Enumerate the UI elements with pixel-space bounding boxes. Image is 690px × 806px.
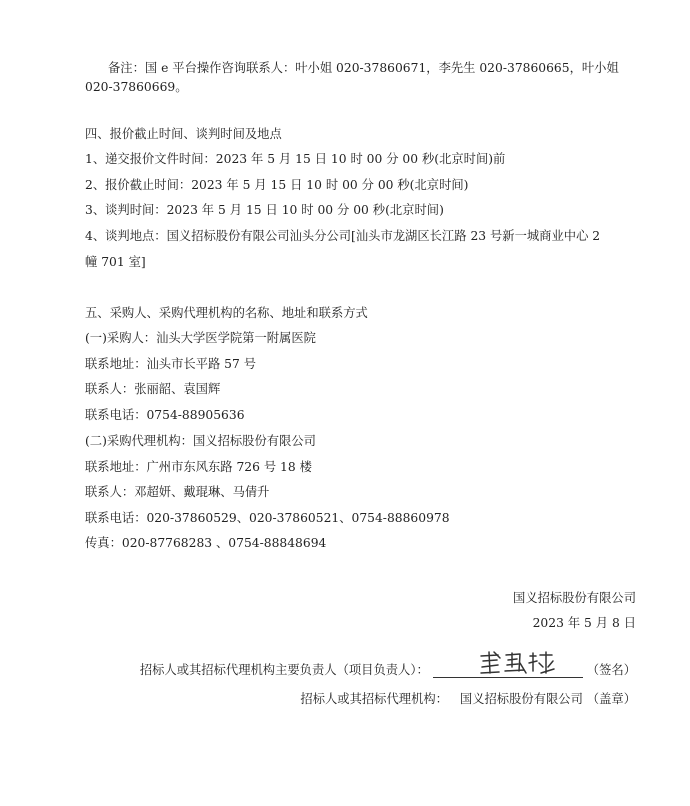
note-line-1: 备注：国 e 平台操作咨询联系人：叶小姐 020-37860671，李先生 020-37860665，叶小姐 <box>108 61 619 75</box>
purchaser-contact: 联系人：张丽韶、袁国辉 <box>85 382 221 396</box>
section4-item-4: 4、谈判地点：国义招标股份有限公司汕头分公司[汕头市龙湖区长江路 23 号新一城商业中心 2 <box>85 229 601 243</box>
seal-suffix: （盖章） <box>586 692 636 706</box>
agency-phone: 联系电话：020-37860529、020-37860521、0754-88860978 <box>85 511 450 525</box>
section4-item-1: 1、递交报价文件时间：2023 年 5 月 15 日 10 时 00 分 00 秒(北京时间)前 <box>85 152 506 166</box>
purchaser-phone: 联系电话：0754-88905636 <box>85 408 245 422</box>
section4-item-4-cont: 幢 701 室] <box>85 255 146 269</box>
section4-item-2: 2、报价截止时间：2023 年 5 月 15 日 10 时 00 分 00 秒(北京时间) <box>85 178 469 192</box>
agency-fax: 传真：020-87768283 、0754-88848694 <box>85 536 327 550</box>
agency-contact: 联系人：邓超妍、戴琨琳、马倩升 <box>85 485 270 499</box>
purchaser-name: (一)采购人：汕头大学医学院第一附属医院 <box>85 331 316 345</box>
signature-line <box>433 655 583 678</box>
footer-company: 国义招标股份有限公司 <box>513 591 636 605</box>
agency-address: 联系地址：广州市东风东路 726 号 18 楼 <box>85 460 312 474</box>
signature-row <box>140 655 636 678</box>
section4-heading: 四、报价截止时间、谈判时间及地点 <box>85 127 282 141</box>
purchaser-address: 联系地址：汕头市长平路 57 号 <box>85 357 257 371</box>
handwritten-signature <box>478 649 558 677</box>
sign-label: 招标人或其招标代理机构主要负责人（项目负责人）： <box>139 663 429 677</box>
footer-date: 2023 年 5 月 8 日 <box>532 616 636 630</box>
seal-row <box>300 689 636 707</box>
seal-company: 国义招标股份有限公司 <box>459 692 583 706</box>
seal-label: 招标人或其招标代理机构： <box>300 692 448 706</box>
section4-item-3: 3、谈判时间：2023 年 5 月 15 日 10 时 00 分 00 秒(北京时间) <box>85 203 444 217</box>
sign-suffix: （签名） <box>586 663 636 677</box>
agency-name: (二)采购代理机构：国义招标股份有限公司 <box>85 434 316 448</box>
note-line-2: 020-37860669。 <box>85 80 188 94</box>
section5-heading: 五、采购人、采购代理机构的名称、地址和联系方式 <box>85 306 368 320</box>
